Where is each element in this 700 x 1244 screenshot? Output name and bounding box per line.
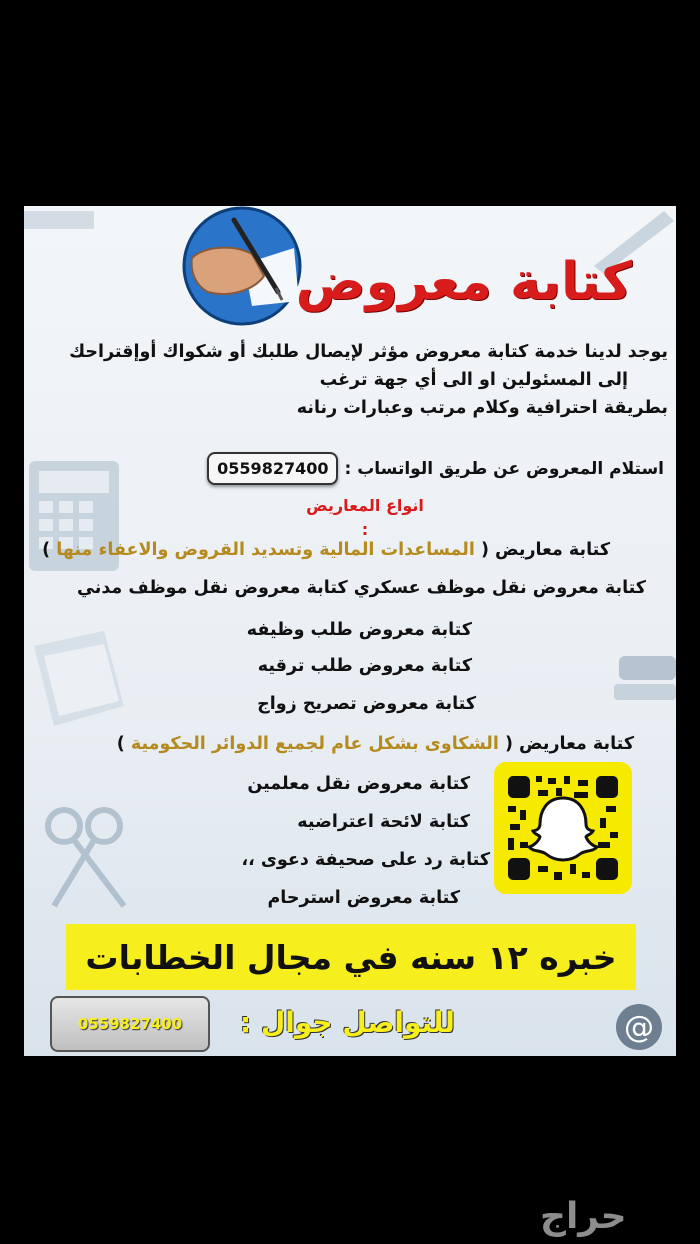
types-title: انواع المعاريض [306, 496, 424, 515]
list-item: كتابة رد على صحيفة دعوى ،، [241, 850, 490, 870]
papers-decoration-icon [24, 626, 134, 736]
list-item: كتابة معاريض ( الشكاوى بشكل عام لجميع الدوائر الحكومية ) [116, 734, 634, 754]
list-item: كتابة معروض نقل معلمين [247, 774, 470, 794]
types-colon: : [361, 520, 369, 539]
ad-poster [24, 206, 676, 1056]
types-heading [250, 494, 480, 542]
list-item: كتابة لائحة اعتراضيه [297, 812, 470, 832]
intro-line: إلى المسئولين او الى أي جهة ترغب [319, 370, 628, 390]
stapler-decoration-icon [614, 636, 676, 726]
qr-code-icon [494, 762, 632, 894]
whatsapp-receive-label: استلام المعروض عن طريق الواتساب : [344, 458, 664, 479]
hand-writing-icon [174, 206, 310, 326]
at-sign-icon: @ [616, 1004, 662, 1050]
list-item: كتابة معروض استرحام [267, 888, 460, 908]
haraj-watermark: حراج [540, 1196, 627, 1237]
highlight-text: المساعدات المالية وتسديد القروض والاعفاء منها [56, 540, 475, 560]
list-item: كتابة معروض نقل موظف عسكري كتابة معروض نقل موظف مدني [77, 578, 646, 598]
ruler-decoration-icon [24, 206, 94, 246]
contact-label: للتواصل جوال : [240, 1006, 455, 1039]
intro-line: بطريقة احترافية وكلام مرتب وعبارات رنانه [296, 398, 668, 418]
intro-text [28, 338, 668, 422]
contact-row [50, 996, 650, 1056]
poster-title: كتابة معروض [295, 252, 632, 312]
list-item: كتابة معروض طلب ترقيه [257, 656, 472, 676]
list-item: كتابة معروض تصريح زواج [257, 694, 476, 714]
whatsapp-phone-button[interactable]: 0559827400 [207, 452, 338, 485]
experience-banner: خبره ١٢ سنه في مجال الخطابات [66, 924, 636, 990]
scissors-decoration-icon [34, 796, 144, 916]
whatsapp-receive-row [207, 452, 664, 485]
contact-phone-button[interactable]: 0559827400 [50, 996, 210, 1052]
snapchat-qr-code[interactable] [494, 762, 632, 894]
intro-line: يوجد لدينا خدمة كتابة معروض مؤثر لإيصال طلبك أو شكواك أوإقتراحك [69, 342, 668, 362]
list-item: كتابة معروض طلب وظيفه [246, 620, 472, 640]
list-item: كتابة معاريض ( المساعدات المالية وتسديد القروض والاعفاء منها ) [42, 540, 610, 560]
highlight-text: الشكاوى بشكل عام لجميع الدوائر الحكومية [130, 734, 499, 754]
